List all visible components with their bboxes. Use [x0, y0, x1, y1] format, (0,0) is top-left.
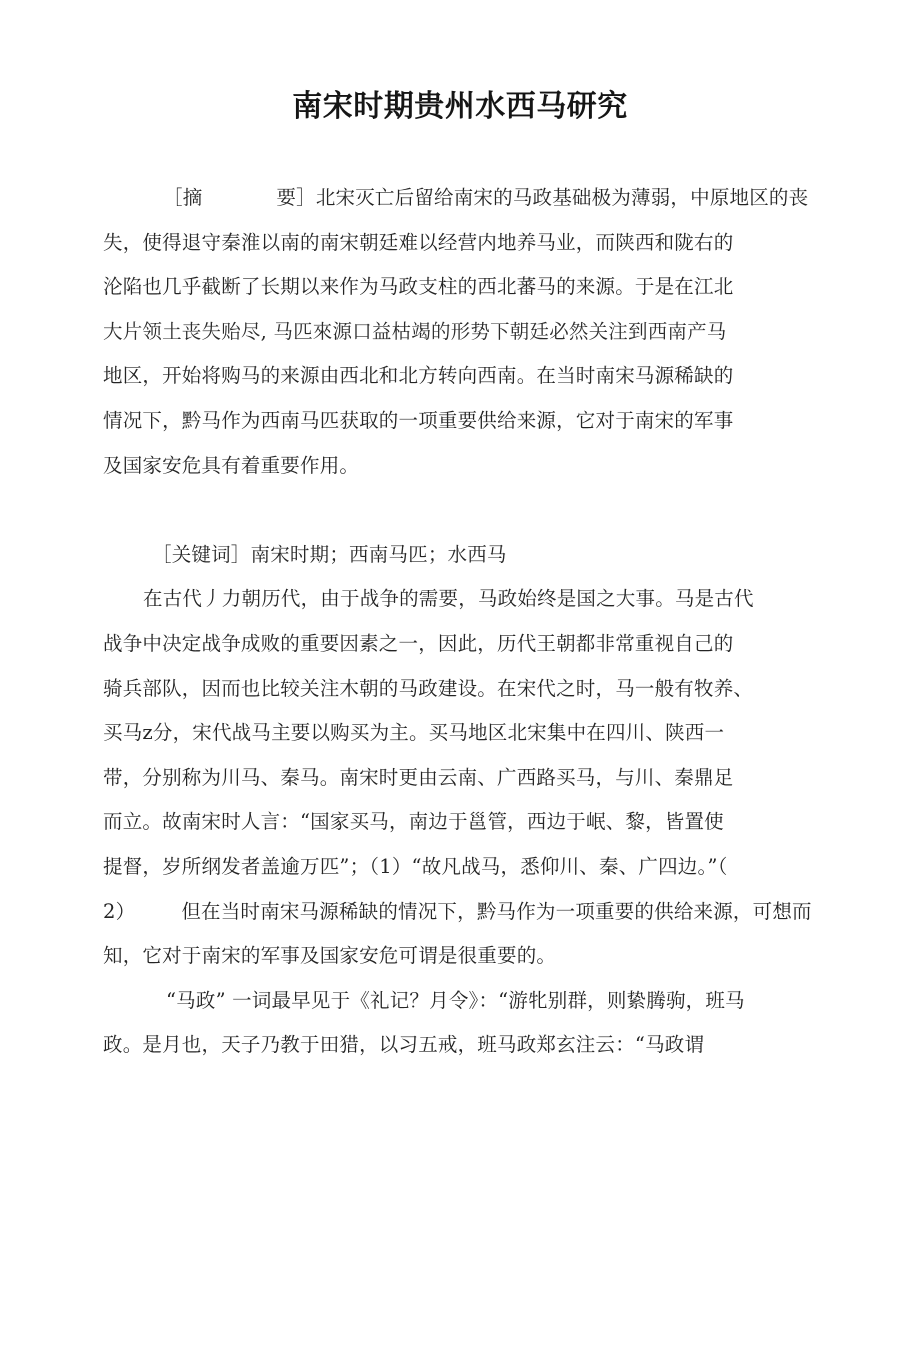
abstract-line: 失，使得退守秦淮以南的南宋朝廷难以经营内地养马业，而陕西和陇右的: [103, 230, 734, 254]
paragraph-line: 战争中决定战争成败的重要因素之一，因此，历代王朝都非常重视自己的: [103, 631, 734, 655]
abstract-label-close: 要］: [276, 186, 316, 209]
keywords-line: [103, 533, 823, 578]
paragraph-line: 骑兵部队，因而也比较关注木朝的马政建设。在宋代之时，马一般有牧养、: [103, 676, 754, 700]
paragraph-tail-0: 但在当时南宋马源稀缺的情况下，黔马作为一项重要的供给来源，可想而: [181, 899, 812, 923]
paragraph-line: 提督，岁所纲发者盖逾万匹”；（1）“故凡战马，悉仰川、秦、广四边。”（: [103, 854, 728, 878]
abstract-line: 沦陷也几乎截断了长期以来作为马政支柱的西北蕃马的来源。于是在江北: [103, 275, 734, 299]
paragraph-line: “马政” 一词最早见于《礼记？月令》：“游牝别群，则絷腾驹，班马: [166, 988, 745, 1012]
paragraph-line: 知，它对于南宋的军事及国家安危可谓是很重要的。: [103, 944, 557, 968]
abstract-line: 情况下，黔马作为西南马匹获取的一项重要供给来源，它对于南宋的军事: [103, 408, 734, 432]
document-body: [103, 176, 823, 1068]
abstract-line-0: 北宋灭亡后留给南宋的马政基础极为薄弱，中原地区的丧: [315, 186, 809, 209]
paragraph-line: 买马z分，宋代战马主要以购买为主。买马地区北宋集中在四川、陕西一: [103, 721, 725, 745]
paragraph-spacer: [103, 488, 823, 533]
paragraph-line: 政。是月也，天子乃教于田猎，以习五戒，班马政郑玄注云：“马政谓: [103, 1033, 705, 1057]
abstract-line: 地区，开始将购马的来源由西北和北方转向西南。在当时南宋马源稀缺的: [103, 364, 734, 388]
paragraph-line: 而立。故南宋时人言：“国家买马，南边于邕管，西边于岷、黎，皆置使: [103, 810, 724, 834]
abstract-first-line: [103, 176, 823, 221]
abstract-line: 及国家安危具有着重要作用。: [103, 453, 360, 477]
abstract-label-open: ［摘: [163, 186, 203, 209]
page-title: 南宋时期贵州水西马研究: [292, 89, 628, 124]
paragraph-line: 在古代丿力朝历代，由于战争的需要，马政始终是国之大事。马是古代: [143, 587, 754, 611]
keywords-label: ［关键词］: [152, 542, 251, 566]
citation-continuation-line: [103, 890, 823, 935]
abstract-line: 大片领土丧失贻尽, 马匹來源口益枯竭的形势下朝廷必然关注到西南产马: [103, 319, 727, 343]
keywords-value: 南宋时期；西南马匹；水西马: [250, 542, 507, 566]
citation-marker: 2）: [103, 899, 136, 923]
paragraph-line: 带，分别称为川马、秦马。南宋时更由云南、广西路买马，与川、秦鼎足: [103, 765, 734, 789]
